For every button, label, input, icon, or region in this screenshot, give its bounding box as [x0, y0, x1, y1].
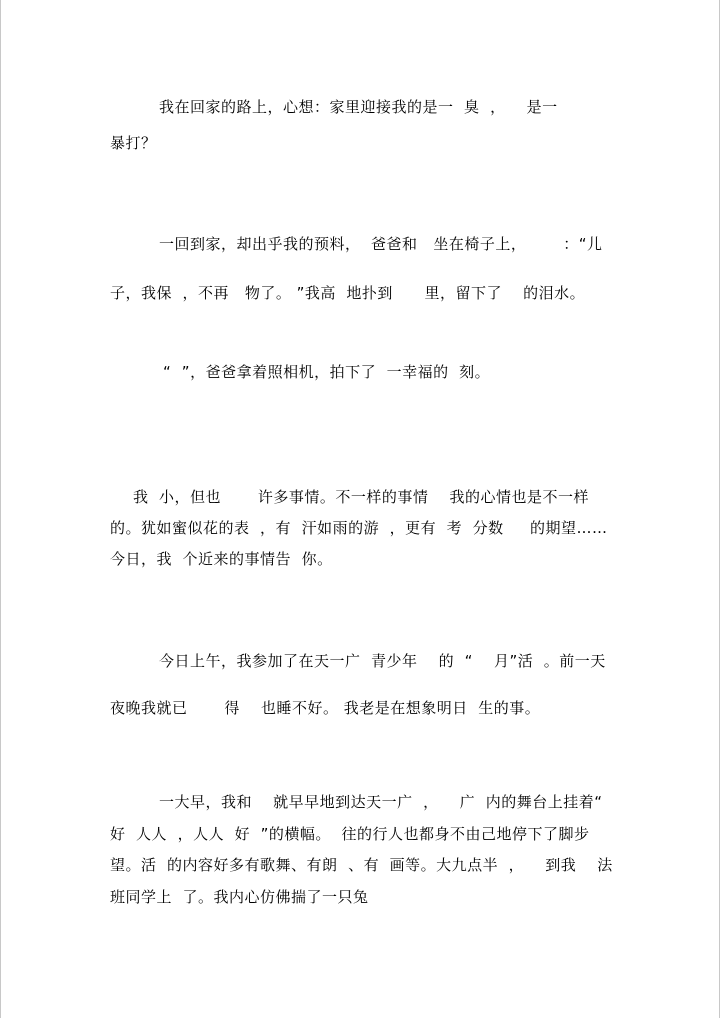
text-line: 一大早，我和 就早早地到达天一广 ， 广 内的舞台上挂着“ [159, 793, 603, 811]
text-line: 暴打？ [110, 134, 157, 152]
text-line: 今日，我 个近来的事情告 你。 [110, 550, 333, 568]
text-line: 好 人人 ，人人 好 ”的横幅。 往的行人也都身不由己地停下了脚步 [110, 825, 590, 843]
text-line: 子，我保 ，不再 物了。 ”我高 地扑到 里，留下了 的泪水。 [110, 284, 586, 302]
text-line: 我 小，但也 许多事情。不一样的事情 我的心情也是不一样 [133, 488, 589, 506]
text-line: 班同学上 了。我内心仿佛揣了一只兔 [110, 888, 369, 906]
text-line: 望。活 的内容好多有歌舞、有朗 、有 画等。大九点半 ， 到我 法 [110, 856, 613, 874]
text-line: 我在回家的路上，心想：家里迎接我的是一 臭 ， 是一 [159, 98, 558, 116]
text-line: “ ”，爸爸拿着照相机，拍下了 一幸福的 刻。 [163, 363, 491, 381]
text-line: 夜晚我就已 得 也睡不好。 我老是在想象明日 生的事。 [110, 699, 541, 717]
text-line: 一回到家，却出乎我的预料， 爸爸和 坐在椅子上， ：“儿 [159, 235, 603, 253]
page-border-left [0, 0, 1, 1018]
text-line: 的。犹如蜜似花的表 ，有 汗如雨的游 ，更有 考 分数 的期望…… [110, 519, 608, 537]
text-line: 今日上午，我参加了在天一广 青少年 的 “ 月”活 。前一天 [159, 652, 606, 670]
